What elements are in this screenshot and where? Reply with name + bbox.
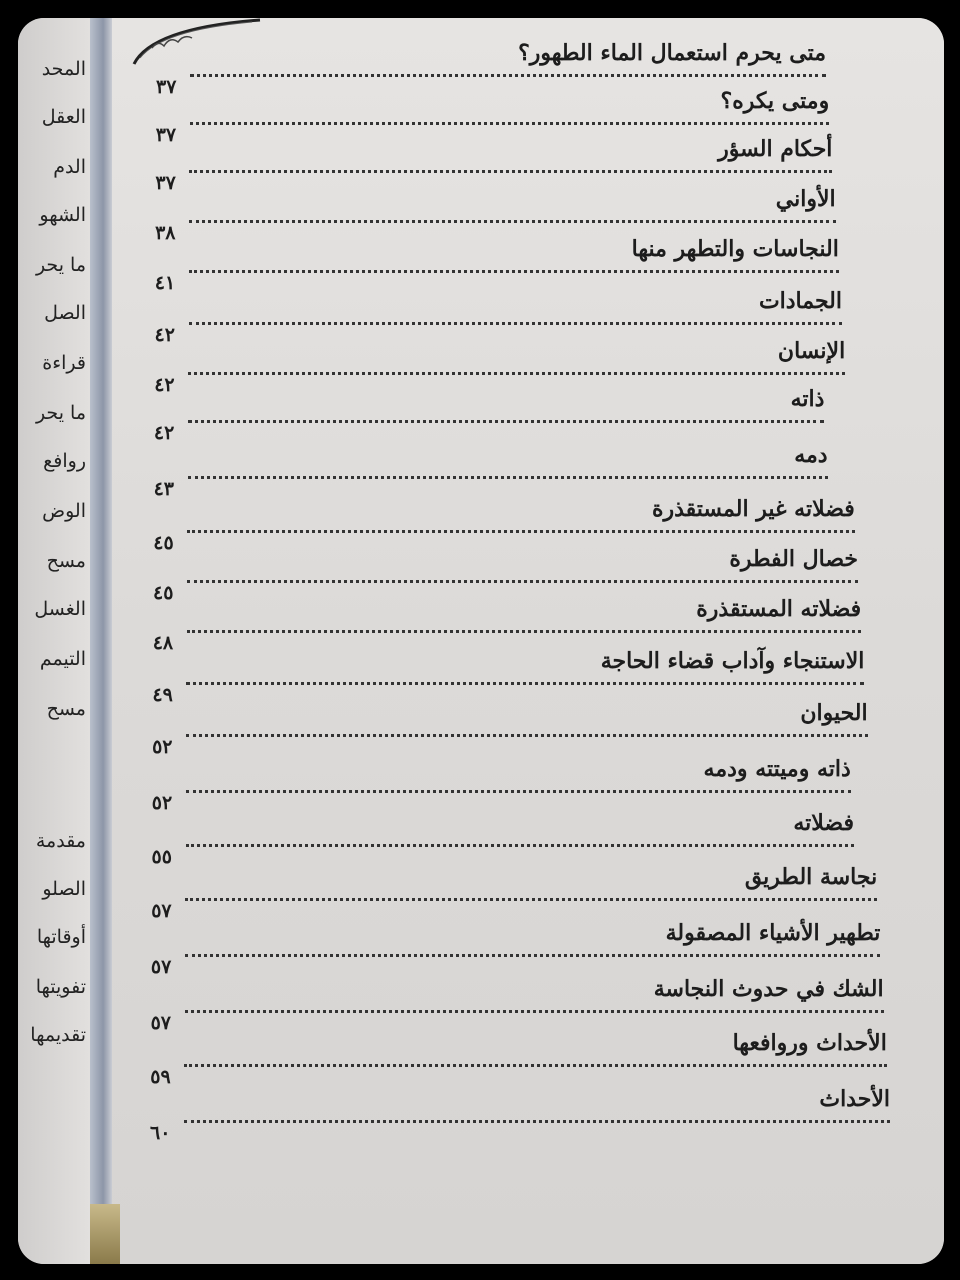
toc-entry[interactable]: [152, 648, 865, 706]
toc-entry-title: فضلاته المستقذرة: [696, 596, 862, 622]
left-page-fragment: الصل: [44, 302, 86, 324]
toc-entry-page: ٦٠: [150, 1122, 171, 1144]
toc-entry-title: نجاسة الطريق: [744, 864, 878, 890]
toc-entry-title: ذاته: [790, 386, 825, 412]
dot-leader: [185, 954, 881, 957]
toc-entry-page: ٥٧: [150, 1012, 172, 1034]
dot-leader: [188, 476, 828, 479]
toc-entry[interactable]: [153, 546, 858, 604]
toc-entry-page: ٤٥: [153, 532, 174, 554]
toc-entry[interactable]: [154, 236, 839, 294]
toc-entry-title: تطهير الأشياء المصقولة: [665, 920, 881, 946]
toc-entry-title: الاستنجاء وآداب قضاء الحاجة: [600, 648, 865, 674]
dot-leader: [189, 170, 832, 173]
toc-entry[interactable]: [153, 496, 855, 554]
left-page-fragment: تقديمها: [30, 1024, 86, 1046]
left-page-fragment: مسح: [46, 550, 86, 572]
toc-entry[interactable]: [155, 88, 830, 146]
left-page-fragment: الصلو: [42, 878, 86, 900]
toc-entry-page: ٤٢: [154, 374, 175, 396]
left-page-fragment: مقدمة: [35, 830, 86, 852]
toc-entry-title: النجاسات والتطهر منها: [631, 236, 839, 262]
dot-leader: [186, 844, 855, 847]
toc-entry[interactable]: [154, 338, 846, 396]
left-page-fragment: الشهو: [39, 204, 86, 226]
dot-leader: [189, 270, 839, 273]
toc-entry-page: ٣٧: [155, 172, 176, 194]
dot-leader: [187, 630, 862, 633]
toc-entry-page: ٣٧: [156, 76, 177, 98]
left-page: [18, 18, 90, 1264]
dot-leader: [190, 122, 830, 125]
toc-entry-title: الشك في حدوث النجاسة: [653, 976, 884, 1002]
toc-entry-page: ٣٨: [155, 222, 176, 244]
dot-leader: [188, 420, 825, 423]
dot-leader: [189, 220, 836, 223]
toc-entry[interactable]: [150, 1086, 890, 1144]
toc-entry[interactable]: [153, 442, 828, 500]
toc-entry[interactable]: [152, 700, 868, 758]
toc-entry[interactable]: [150, 976, 884, 1034]
toc-entry-page: ٥٥: [151, 846, 172, 868]
toc-entry-title: متى يحرم استعمال الماء الطهور؟: [518, 40, 826, 66]
dot-leader: [190, 74, 826, 77]
dot-leader: [186, 682, 864, 685]
toc-entry-page: ٤٢: [154, 324, 175, 346]
dot-leader: [186, 734, 868, 737]
dot-leader: [186, 790, 851, 793]
dot-leader: [187, 580, 858, 583]
toc-entry-title: ذاته وميتته ودمه: [703, 756, 851, 782]
toc-entry-page: ٣٧: [155, 124, 177, 146]
toc-entry-title: ومتى يكره؟: [720, 88, 830, 114]
toc-entry-page: ٤٨: [152, 632, 174, 654]
left-page-fragment: مسح: [46, 698, 86, 720]
left-page-fragment: الدم: [53, 156, 86, 178]
toc-entry-page: ٤٥: [153, 582, 174, 604]
dot-leader: [187, 530, 855, 533]
left-page-fragment: ما يحر: [35, 254, 86, 276]
dot-leader: [184, 1064, 887, 1067]
toc-entry-title: الأحداث وروافعها: [732, 1030, 887, 1056]
left-page-fragment: قراءة: [42, 352, 86, 374]
toc-entry-page: ٤٩: [152, 684, 173, 706]
toc-entry-title: دمه: [794, 442, 828, 468]
book-photo: [18, 18, 944, 1264]
toc-entry-title: الإنسان: [777, 338, 846, 364]
toc-entry-page: ٥٢: [151, 792, 173, 814]
toc-entry-page: ٥٧: [151, 900, 172, 922]
toc-entry[interactable]: [153, 386, 825, 444]
dot-leader: [188, 372, 845, 375]
left-page-fragment: تفويتها: [35, 976, 86, 998]
toc-entry-page: ٥٧: [150, 956, 172, 978]
toc-entry-title: أحكام السؤر: [718, 136, 833, 162]
toc-entry[interactable]: [150, 920, 881, 978]
page-edge: [90, 1204, 120, 1264]
toc-entry[interactable]: [150, 1030, 887, 1088]
toc-entry[interactable]: [151, 810, 855, 868]
toc-entry[interactable]: [155, 186, 836, 244]
toc-entry[interactable]: [156, 40, 826, 98]
toc-entry[interactable]: [151, 864, 878, 922]
toc-entry-page: ٤٣: [153, 478, 175, 500]
toc-entry-title: فضلاته: [793, 810, 854, 836]
toc-entry[interactable]: [154, 288, 843, 346]
toc-entry[interactable]: [152, 596, 862, 654]
toc-entry-page: ٤٢: [153, 422, 175, 444]
left-page-fragment: روافع: [43, 450, 86, 472]
toc-entry-title: خصال الفطرة: [729, 546, 858, 572]
book-gutter: [90, 18, 112, 1264]
left-page-fragment: المحد: [41, 58, 86, 80]
dot-leader: [189, 322, 843, 325]
toc-entry-page: ٤١: [154, 272, 176, 294]
toc-entry[interactable]: [155, 136, 833, 194]
left-page-fragment: ما يحر: [35, 402, 86, 424]
left-page-fragment: العقل: [41, 106, 86, 128]
toc-page: [112, 18, 944, 1264]
toc-entry-title: الأواني: [775, 186, 836, 212]
left-page-fragment: التيمم: [39, 648, 86, 670]
toc-entry-title: الأحداث: [819, 1086, 890, 1112]
toc-entry-title: فضلاته غير المستقذرة: [651, 496, 855, 522]
toc-entry-title: الجمادات: [758, 288, 842, 314]
toc-entry[interactable]: [151, 756, 851, 814]
left-page-fragment: الغسل: [34, 598, 86, 620]
toc-entry-page: ٥٢: [152, 736, 173, 758]
dot-leader: [185, 1010, 884, 1013]
left-page-fragment: أوقاتها: [36, 926, 86, 948]
dot-leader: [185, 898, 877, 901]
toc-entry-title: الحيوان: [800, 700, 868, 726]
toc-entry-page: ٥٩: [150, 1066, 171, 1088]
dot-leader: [184, 1120, 890, 1123]
left-page-fragment: الوض: [42, 500, 86, 522]
